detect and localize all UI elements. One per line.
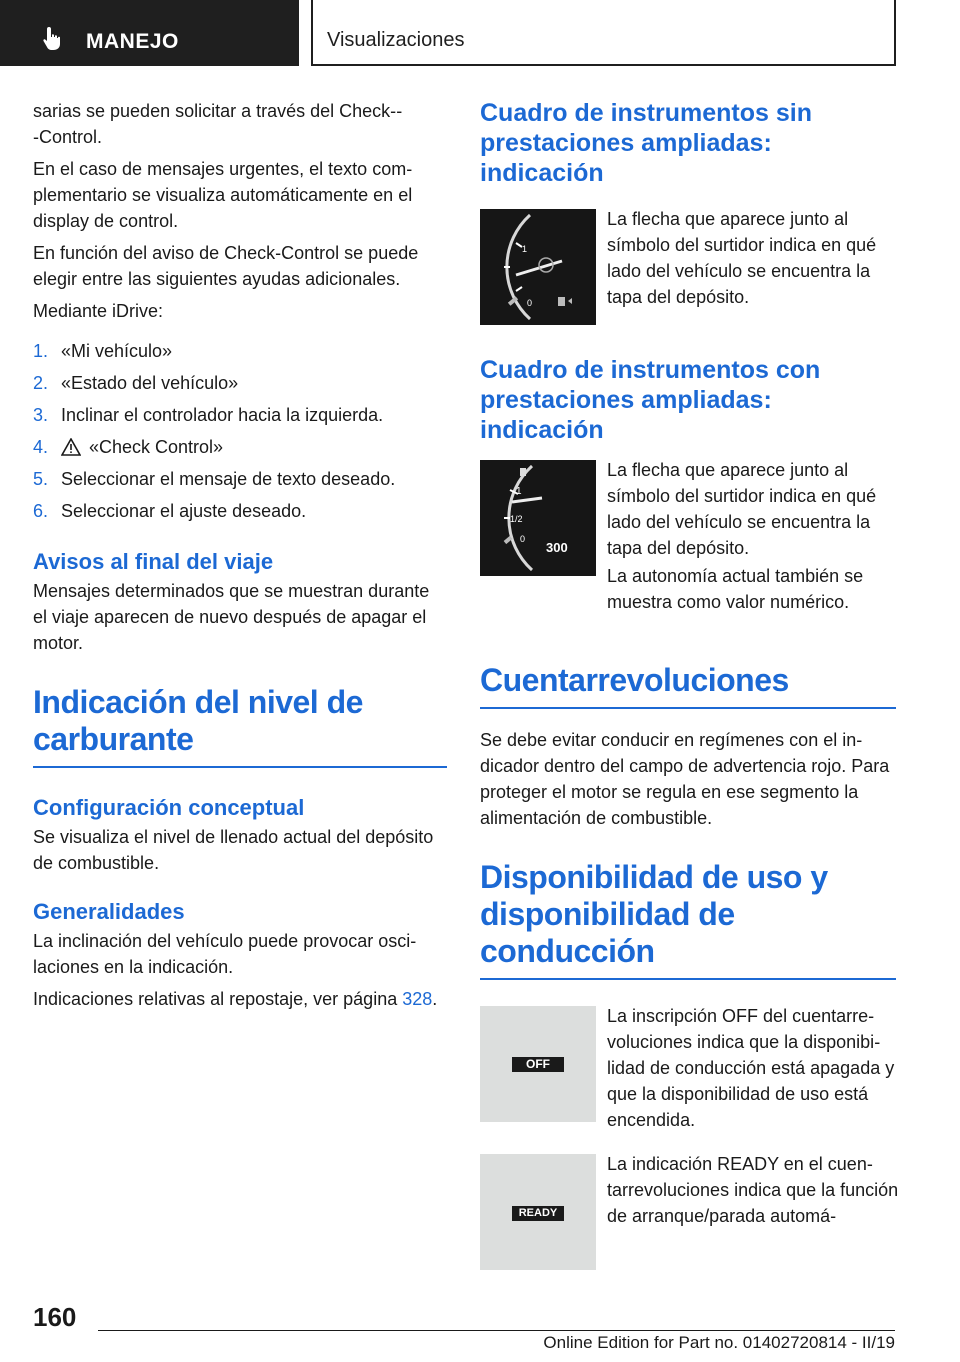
gauge-mark-0: 0	[520, 534, 526, 544]
list-item	[33, 338, 447, 364]
paragraph: Mensajes determinados que se muestran durante el viaje aparecen de nuevo después de apagar el motor.	[33, 581, 430, 653]
step-number: 5.	[33, 469, 49, 489]
right-column	[480, 98, 896, 188]
list-item	[33, 498, 447, 524]
heading-cuentarrevoluciones: Cuentarrevoluciones	[480, 662, 789, 698]
warning-triangle-icon	[61, 438, 81, 456]
gauge-mark-1: 1	[522, 244, 528, 254]
paragraph	[33, 986, 447, 1012]
paragraph: La flecha que aparece junto al símbolo del surtidor indica en qué lado del vehículo se encuentra la tapa del depósito.	[607, 209, 877, 307]
step-number: 6.	[33, 501, 49, 521]
left-column	[33, 98, 447, 1012]
idrive-steps	[33, 338, 447, 524]
section-title: MANEJO	[86, 30, 179, 53]
fuel-gauge-advanced-icon	[480, 460, 596, 576]
off-text-block	[607, 1003, 899, 1133]
heading-generalidades: Generalidades	[33, 899, 185, 924]
step-number: 4.	[33, 437, 49, 457]
paragraph: sarias se pueden solicitar a través del Check-‑Control.	[33, 101, 403, 147]
paragraph: La flecha que aparece junto al símbolo del surtidor indica en qué lado del vehículo se encuentra la tapa del depósito.	[607, 460, 877, 558]
step-text: Seleccionar el ajuste deseado.	[61, 501, 307, 521]
gauge-mark-half: 1/2	[510, 514, 523, 524]
step-number: 1.	[33, 341, 49, 361]
page-number: 160	[33, 1302, 77, 1332]
fuel-gauge-icon	[480, 209, 596, 325]
fuel-gauge-advanced-image	[480, 460, 596, 576]
list-item	[33, 402, 447, 428]
paragraph: En el caso de mensajes urgentes, el texto complementario se visualiza automáticamente en el display de control.	[33, 159, 413, 231]
con-prestaciones-text-block	[607, 457, 899, 561]
heading-configuracion: Configuración conceptual	[33, 795, 305, 820]
con-prestaciones-heading-block	[480, 355, 896, 445]
off-label: OFF	[512, 1057, 564, 1072]
step-text: Inclinar el controlador hacia la izquierda.	[61, 405, 384, 425]
heading-avisos: Avisos al final del viaje	[33, 549, 274, 574]
autonomia-text: La autonomía actual también se muestra como valor numérico.	[607, 566, 864, 612]
paragraph	[607, 563, 899, 615]
paragraph: Mediante iDrive:	[33, 301, 164, 321]
page-link[interactable]: 328	[402, 989, 433, 1009]
step-text: «Mi vehículo»	[61, 341, 173, 361]
chapter-title: Visualizaciones	[327, 29, 465, 51]
step-number: 2.	[33, 373, 49, 393]
edition-text: Online Edition for Part no. 01402720814 - II/19	[543, 1333, 895, 1352]
step-text: Seleccionar el mensaje de texto deseado.	[61, 469, 396, 489]
step-text: «Check Control»	[89, 437, 224, 457]
sin-prestaciones-text-block	[607, 206, 899, 310]
ready-text-block	[607, 1151, 899, 1229]
paragraph: Se debe evitar conducir en regímenes con el indicador dentro del campo de advertencia rojo. Para proteger el motor se regula en ese segmento la alimentación de combustible.	[480, 730, 890, 828]
footer-rule	[98, 1330, 895, 1331]
paragraph: La inscripción OFF del cuentarrevoluciones indica que la disponibilidad de conducción está apagada y que la disponibilidad de uso está encendida.	[607, 1006, 895, 1130]
section-tab	[0, 0, 299, 66]
ref-text: Indicaciones relativas al repostaje, ver página	[33, 989, 398, 1009]
off-display-image	[480, 1006, 596, 1122]
step-number: 3.	[33, 405, 49, 425]
range-value: 300	[546, 540, 568, 555]
ready-label: READY	[512, 1206, 564, 1221]
list-item	[33, 370, 447, 396]
paragraph: En función del aviso de Check-Control se puede elegir entre las siguientes ayudas adicionales.	[33, 243, 419, 289]
list-item	[33, 434, 447, 460]
gauge-mark-1: 1	[516, 486, 522, 497]
heading-nivel-carburante: Indicación del nivel de carburante	[33, 684, 363, 757]
ready-display-image	[480, 1154, 596, 1270]
paragraph: Se visualiza el nivel de llenado actual del depósito de combustible.	[33, 827, 434, 873]
chapter-tab	[311, 0, 896, 66]
heading-rule	[33, 766, 447, 768]
ref-end: .	[432, 989, 438, 1009]
cuentarrevoluciones-block	[480, 662, 896, 980]
hand-pointer-icon	[40, 25, 66, 51]
heading-sin-prestaciones: Cuadro de instrumentos sin prestaciones ampliadas: indicación	[480, 99, 812, 187]
list-item	[33, 466, 447, 492]
paragraph: La indicación READY en el cuentarrevoluciones indica que la función de arranque/parada automá-	[607, 1154, 899, 1226]
heading-rule	[480, 707, 896, 709]
autonomia-text-block	[607, 563, 899, 615]
gauge-mark-0: 0	[527, 298, 533, 308]
heading-con-prestaciones: Cuadro de instrumentos con prestaciones ampliadas: indicación	[480, 356, 821, 444]
heading-disponibilidad: Disponibilidad de uso y disponibilidad de conducción	[480, 859, 828, 969]
fuel-gauge-basic-image	[480, 209, 596, 325]
paragraph: La inclinación del vehículo puede provocar oscilaciones en la indicación.	[33, 931, 417, 977]
heading-rule	[480, 978, 896, 980]
step-text: «Estado del vehículo»	[61, 373, 239, 393]
